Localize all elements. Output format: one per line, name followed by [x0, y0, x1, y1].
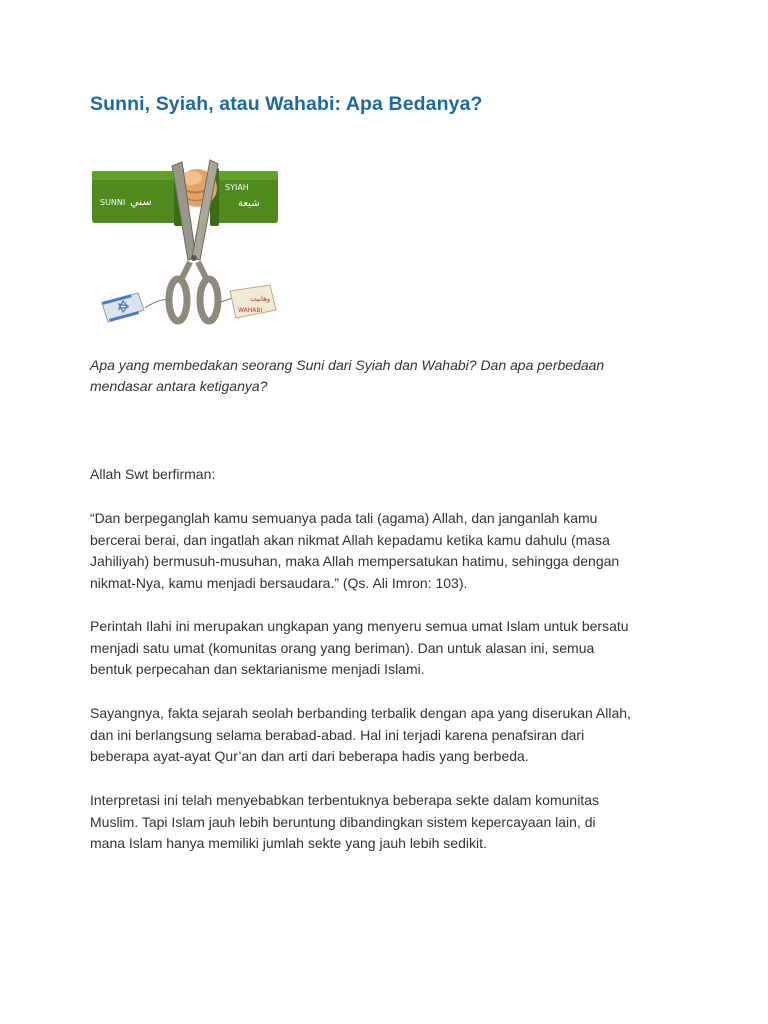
- paragraph-line: Muslim. Tapi Islam jauh lebih beruntung dibandingkan sistem kepercayaan lain, di: [90, 813, 596, 830]
- syiah-label: SYIAH: [225, 183, 249, 192]
- paragraph-interpretation: [90, 790, 690, 855]
- paragraph-line: Allah Swt berfirman:: [90, 466, 216, 482]
- paragraph-divine-command: [90, 616, 690, 681]
- paragraph-line: bercerai berai, dan ingatlah akan nikmat Allah kepadamu ketika kamu dahulu (masa: [90, 531, 610, 548]
- paragraph-line: nikmat-Nya, kamu menjadi bersaudara.” (Qs. Ali Imron: 103).: [90, 574, 468, 591]
- paragraph-line: Interpretasi ini telah menyebabkan terbentuknya beberapa sekte dalam komunitas: [90, 792, 599, 808]
- article-illustration: [90, 158, 280, 333]
- image-caption: [90, 355, 690, 397]
- wahabi-tag: [230, 285, 276, 318]
- paragraph-line: Jahiliyah) bermusuh-musuhan, maka Allah mempersatukan hatimu, sehingga dengan: [90, 553, 620, 569]
- paragraph-line: Sayangnya, fakta sejarah seolah berbanding terbalik dengan apa yang diserukan Allah,: [90, 705, 631, 721]
- caption-line: mendasar antara ketiganya?: [90, 378, 268, 394]
- paragraph-line: dan ini berlangsung selama berabad-abad. Hal ini terjadi karena penafsiran dari: [90, 726, 585, 743]
- paragraph-line: beberapa ayat-ayat Qur’an dan arti dari beberapa hadis yang berbeda.: [90, 748, 529, 764]
- caption-line: Apa yang membedakan seorang Suni dari Syiah dan Wahabi? Dan apa perbedaan: [90, 357, 605, 373]
- paragraph-line: bentuk perpecahan dan sektarianisme menjadi Islami.: [90, 661, 425, 677]
- sunni-label: SUNNI: [100, 198, 126, 207]
- sunni-sleeve: [92, 168, 184, 226]
- wahabi-label: WAHABI: [238, 307, 263, 314]
- paragraph-history: [90, 703, 690, 768]
- syiah-sleeve: [210, 168, 278, 226]
- handshake-scissors-illustration: [90, 158, 280, 333]
- wahabi-arabic-label: وهابيت: [250, 295, 271, 303]
- paragraph-line: Perintah Ilahi ini merupakan ungkapan yang menyeru semua umat Islam untuk bersatu: [90, 618, 629, 634]
- star-tag-icon: [102, 293, 144, 322]
- sunni-arabic-label: سني: [130, 195, 152, 208]
- paragraph-quran-quote: [90, 508, 690, 594]
- paragraph-line: mana Islam hanya memiliki jumlah sekte yang jauh lebih sedikit.: [90, 835, 487, 851]
- article-title: Sunni, Syiah, atau Wahabi: Apa Bedanya?: [90, 93, 483, 115]
- paragraph-intro: [90, 464, 690, 486]
- paragraph-line: menjadi satu umat (komunitas orang yang beriman). Dan untuk alasan ini, semua: [90, 639, 595, 656]
- syiah-arabic-label: شيعة: [238, 198, 260, 209]
- paragraph-line: “Dan berpeganglah kamu semuanya pada tali (agama) Allah, dan janganlah kamu: [90, 510, 598, 526]
